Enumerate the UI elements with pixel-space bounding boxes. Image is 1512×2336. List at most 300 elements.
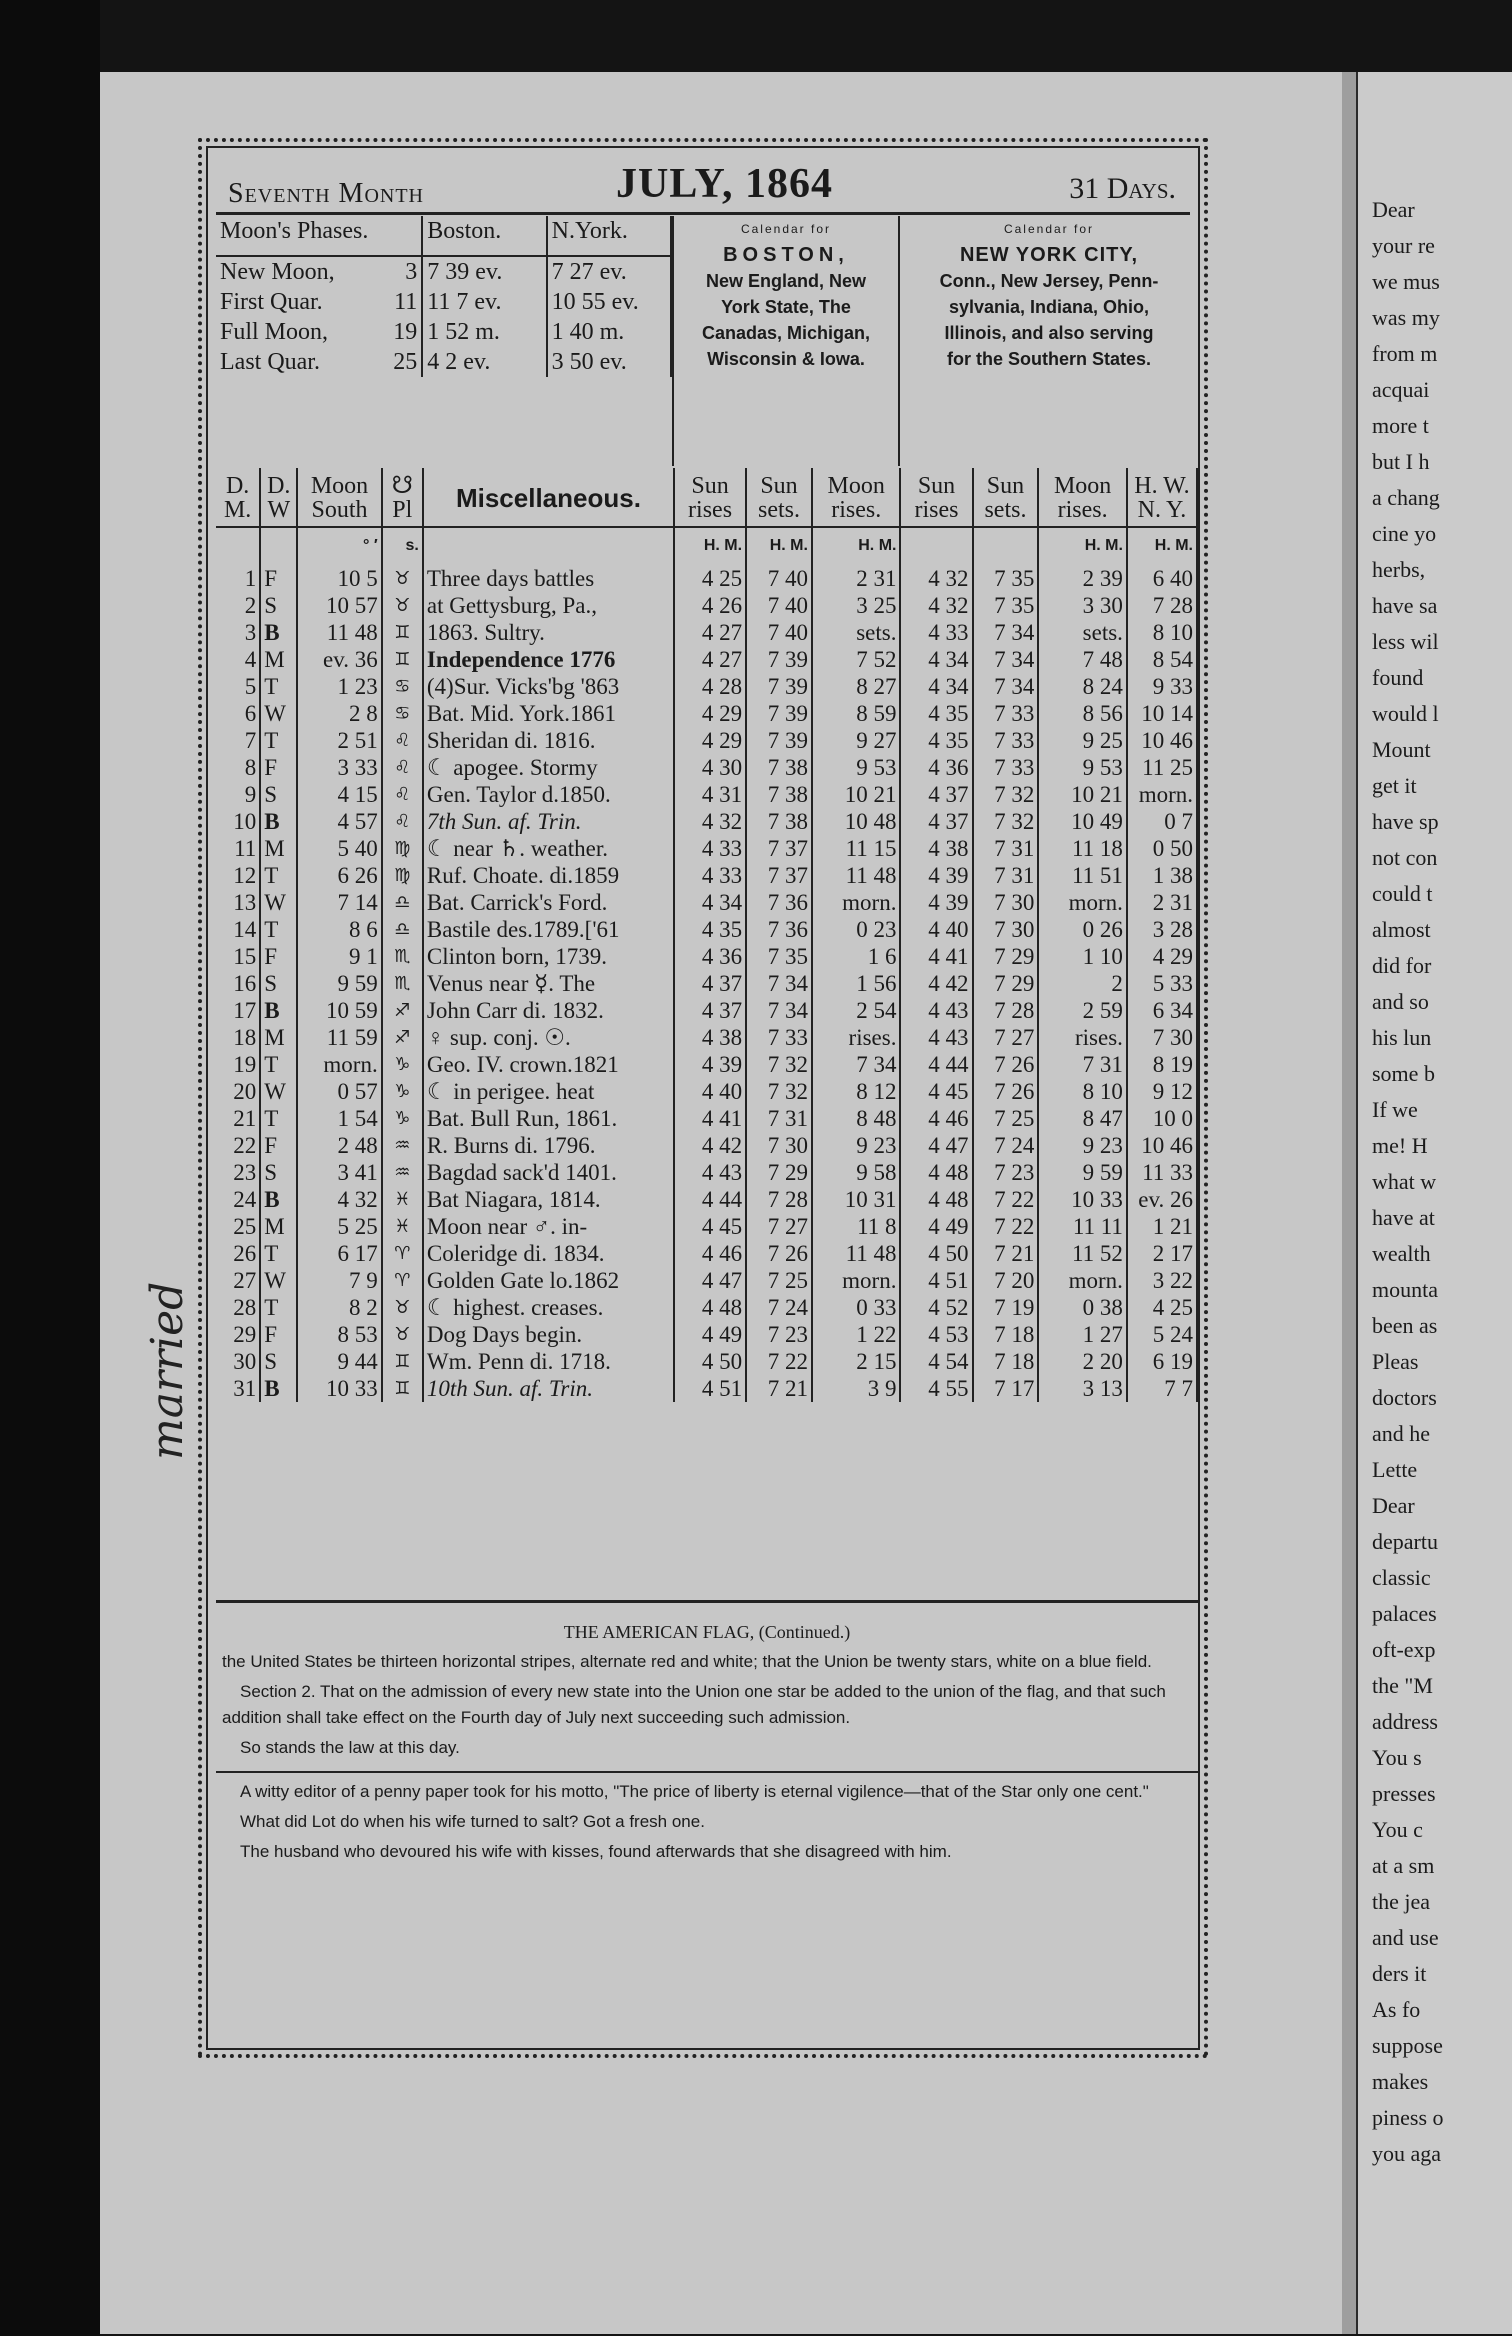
high-water: 8 10 (1127, 619, 1197, 646)
ny-sun-sets: 7 20 (973, 1267, 1039, 1294)
ny-sun-rises: 4 35 (900, 700, 972, 727)
zodiac-sign: ♏ (382, 970, 423, 997)
cal-city: BOSTON, (723, 244, 849, 266)
boston-sun-rises: 4 32 (674, 808, 746, 835)
moon-south: 4 15 (297, 781, 381, 808)
day-of-week: T (260, 1105, 297, 1132)
day-of-month: 28 (216, 1294, 260, 1321)
moon-south: 10 59 (297, 997, 381, 1024)
misc-note: 7th Sun. af. Trin. (423, 808, 674, 835)
phase-day: 19 (393, 319, 418, 345)
boston-moon-rises: 9 53 (812, 754, 901, 781)
facing-page-line: departu (1372, 1529, 1438, 1554)
boston-sun-rises: 4 37 (674, 970, 746, 997)
boston-sun-rises: 4 31 (674, 781, 746, 808)
article-paragraph: So stands the law at this day. (240, 1738, 460, 1757)
ny-sun-sets: 7 33 (973, 754, 1039, 781)
misc-note: ☾ apogee. Stormy (423, 754, 674, 781)
ny-sun-rises: 4 43 (900, 997, 972, 1024)
cal-line: Conn., New Jersey, Penn- (939, 271, 1159, 291)
misc-note: Venus near ☿. The (423, 970, 674, 997)
facing-page-line: me! H (1372, 1133, 1428, 1158)
boston-sun-rises: 4 33 (674, 862, 746, 889)
day-of-month: 21 (216, 1105, 260, 1132)
boston-sun-rises: 4 33 (674, 835, 746, 862)
phase-name (216, 256, 422, 287)
ny-sun-rises: 4 39 (900, 889, 972, 916)
ny-sun-rises: 4 37 (900, 808, 972, 835)
boston-sun-sets: 7 32 (746, 1051, 812, 1078)
day-of-month: 11 (216, 835, 260, 862)
boston-sun-rises: 4 29 (674, 700, 746, 727)
ny-sun-sets: 7 31 (973, 835, 1039, 862)
almanac-frame (198, 138, 1208, 2058)
american-flag-article (216, 1600, 1198, 1869)
column-header: D. W (260, 468, 297, 527)
phase-row (216, 317, 671, 347)
day-row (216, 561, 1197, 592)
day-of-week: S (260, 1159, 297, 1186)
day-of-week: T (260, 1051, 297, 1078)
boston-moon-rises: 11 48 (812, 1240, 901, 1267)
cal-line: Illinois, and also serving (944, 323, 1154, 343)
ny-sun-rises: 4 48 (900, 1159, 972, 1186)
high-water: 2 17 (1127, 1240, 1197, 1267)
moon-south: 9 1 (297, 943, 381, 970)
facing-page-line: did for (1372, 953, 1432, 978)
day-row (216, 727, 1197, 754)
facing-page-line: herbs, (1372, 557, 1426, 582)
boston-sun-sets: 7 38 (746, 808, 812, 835)
zodiac-sign: ♎ (382, 889, 423, 916)
moon-south: 9 44 (297, 1348, 381, 1375)
zodiac-sign: ♌ (382, 781, 423, 808)
facing-page-line: more t (1372, 413, 1429, 438)
unit-cell (423, 527, 674, 561)
day-of-month: 13 (216, 889, 260, 916)
ny-moon-rises: 9 23 (1038, 1132, 1127, 1159)
day-row (216, 943, 1197, 970)
ny-sun-sets: 7 17 (973, 1375, 1039, 1402)
ny-moon-rises: 1 10 (1038, 943, 1127, 970)
boston-sun-rises: 4 49 (674, 1321, 746, 1348)
day-of-week: M (260, 1024, 297, 1051)
boston-moon-rises: sets. (812, 619, 901, 646)
boston-moon-rises: 3 9 (812, 1375, 901, 1402)
moon-south: 11 48 (297, 619, 381, 646)
zodiac-sign: ♉ (382, 1294, 423, 1321)
day-of-month: 27 (216, 1267, 260, 1294)
boston-sun-sets: 7 26 (746, 1240, 812, 1267)
boston-moon-rises: 7 52 (812, 646, 901, 673)
article-paragraph: Section 2. That on the admission of every new state into the Union one star be added to the union of the flag, and that such addition shall take effect on the Fourth day of July next succeeding such admission. (222, 1682, 1166, 1727)
moon-south: 6 17 (297, 1240, 381, 1267)
boston-sun-sets: 7 39 (746, 700, 812, 727)
facing-page-line: Dear (1372, 1493, 1415, 1518)
cal-label: Calendar for (1003, 222, 1095, 236)
zodiac-sign: ♊ (382, 619, 423, 646)
misc-note: Sheridan di. 1816. (423, 727, 674, 754)
misc-note: at Gettysburg, Pa., (423, 592, 674, 619)
day-of-month: 7 (216, 727, 260, 754)
misc-note: John Carr di. 1832. (423, 997, 674, 1024)
boston-sun-sets: 7 37 (746, 835, 812, 862)
phase-time-boston: 7 39 ev. (422, 256, 546, 287)
ny-moon-rises: 2 39 (1038, 561, 1127, 592)
facing-page-line: Mount (1372, 737, 1431, 762)
high-water: 10 46 (1127, 1132, 1197, 1159)
boston-sun-sets: 7 30 (746, 1132, 812, 1159)
day-of-month: 1 (216, 561, 260, 592)
almanac-header (216, 156, 1190, 215)
column-header: Sun sets. (746, 468, 812, 527)
ny-moon-rises: 8 10 (1038, 1078, 1127, 1105)
facing-page-line: but I h (1372, 449, 1430, 474)
boston-sun-rises: 4 35 (674, 916, 746, 943)
column-header: Sun rises (674, 468, 746, 527)
day-of-week: F (260, 1132, 297, 1159)
high-water: 5 24 (1127, 1321, 1197, 1348)
day-of-week: B (260, 1186, 297, 1213)
boston-sun-rises: 4 41 (674, 1105, 746, 1132)
moon-south: 1 54 (297, 1105, 381, 1132)
ny-header: N.York. (547, 216, 671, 256)
ny-moon-rises: 10 21 (1038, 781, 1127, 808)
day-of-month: 10 (216, 808, 260, 835)
boston-moon-rises: 8 48 (812, 1105, 901, 1132)
day-of-week: S (260, 970, 297, 997)
ny-sun-rises: 4 42 (900, 970, 972, 997)
day-of-week: S (260, 592, 297, 619)
boston-moon-rises: 9 27 (812, 727, 901, 754)
facing-page-line: mounta (1372, 1277, 1438, 1302)
day-of-month: 29 (216, 1321, 260, 1348)
ny-sun-sets: 7 29 (973, 970, 1039, 997)
phase-label: Last Quar. (220, 349, 320, 375)
calendar-boston (676, 216, 896, 372)
moon-south: ev. 36 (297, 646, 381, 673)
zodiac-sign: ♍ (382, 835, 423, 862)
boston-sun-rises: 4 50 (674, 1348, 746, 1375)
boston-sun-rises: 4 42 (674, 1132, 746, 1159)
column-header: Sun rises (900, 468, 972, 527)
high-water: 10 46 (1127, 727, 1197, 754)
moon-south: 0 57 (297, 1078, 381, 1105)
boston-sun-sets: 7 29 (746, 1159, 812, 1186)
facing-page-line: you aga (1372, 2141, 1442, 2166)
day-of-week: T (260, 727, 297, 754)
day-row (216, 970, 1197, 997)
day-row (216, 1213, 1197, 1240)
phase-row (216, 287, 671, 317)
ny-moon-rises: 3 30 (1038, 592, 1127, 619)
day-of-week: B (260, 1375, 297, 1402)
ny-moon-rises: 11 52 (1038, 1240, 1127, 1267)
day-of-month: 17 (216, 997, 260, 1024)
phase-time-ny: 7 27 ev. (547, 256, 671, 287)
misc-note: Bagdad sack'd 1401. (423, 1159, 674, 1186)
unit-cell (216, 527, 260, 561)
facing-page-line: less wil (1372, 629, 1439, 654)
facing-page-line: oft-exp (1372, 1637, 1436, 1662)
ny-sun-sets: 7 35 (973, 561, 1039, 592)
high-water: 6 19 (1127, 1348, 1197, 1375)
boston-sun-rises: 4 47 (674, 1267, 746, 1294)
handwritten-married: married (142, 1281, 193, 1460)
zodiac-sign: ♋ (382, 700, 423, 727)
boston-sun-rises: 4 38 (674, 1024, 746, 1051)
joke-paragraph: A witty editor of a penny paper took for his motto, "The price of liberty is eternal vigilence—that of the Star only one cent." (240, 1782, 1149, 1801)
ny-sun-sets: 7 18 (973, 1348, 1039, 1375)
boston-sun-sets: 7 34 (746, 970, 812, 997)
divider (216, 1771, 1198, 1773)
day-of-month: 4 (216, 646, 260, 673)
unit-cell: H. M. (1038, 527, 1127, 561)
boston-moon-rises: 0 23 (812, 916, 901, 943)
ny-sun-sets: 7 19 (973, 1294, 1039, 1321)
day-row (216, 1348, 1197, 1375)
facing-page-line: at a sm (1372, 1853, 1435, 1878)
high-water: 9 33 (1127, 673, 1197, 700)
boston-sun-sets: 7 35 (746, 943, 812, 970)
zodiac-sign: ♋ (382, 673, 423, 700)
facing-page-line: and use (1372, 1925, 1439, 1950)
zodiac-sign: ♊ (382, 646, 423, 673)
boston-sun-sets: 7 22 (746, 1348, 812, 1375)
boston-sun-sets: 7 25 (746, 1267, 812, 1294)
boston-sun-rises: 4 27 (674, 619, 746, 646)
facing-page-line: some b (1372, 1061, 1435, 1086)
misc-note: Bat. Mid. York.1861 (423, 700, 674, 727)
facing-page-line: could t (1372, 881, 1433, 906)
facing-page-line: piness o (1372, 2105, 1444, 2130)
day-of-week: B (260, 808, 297, 835)
column-header: D. M. (216, 468, 260, 527)
boston-moon-rises: 11 48 (812, 862, 901, 889)
day-row (216, 1375, 1197, 1402)
ny-moon-rises: 2 (1038, 970, 1127, 997)
misc-note: Moon near ♂. in- (423, 1213, 674, 1240)
ny-moon-rises: 7 48 (1038, 646, 1127, 673)
boston-sun-sets: 7 39 (746, 727, 812, 754)
day-of-week: F (260, 561, 297, 592)
ny-moon-rises: 3 13 (1038, 1375, 1127, 1402)
unit-cell: H. M. (674, 527, 746, 561)
boston-moon-rises: 10 48 (812, 808, 901, 835)
day-of-week: F (260, 754, 297, 781)
unit-cell (260, 527, 297, 561)
misc-note: Coleridge di. 1834. (423, 1240, 674, 1267)
high-water: 8 19 (1127, 1051, 1197, 1078)
misc-note: Gen. Taylor d.1850. (423, 781, 674, 808)
ny-sun-rises: 4 38 (900, 835, 972, 862)
high-water: 0 50 (1127, 835, 1197, 862)
day-of-week: B (260, 619, 297, 646)
boston-sun-sets: 7 38 (746, 754, 812, 781)
moon-south: 1 23 (297, 673, 381, 700)
cal-line: Canadas, Michigan, (701, 323, 871, 343)
misc-note: Bat. Bull Run, 1861. (423, 1105, 674, 1132)
day-of-week: M (260, 835, 297, 862)
ny-moon-rises: 7 31 (1038, 1051, 1127, 1078)
day-of-week: S (260, 1348, 297, 1375)
facing-page-line: his lun (1372, 1025, 1432, 1050)
ny-moon-rises: 11 51 (1038, 862, 1127, 889)
facing-page-line: a chang (1372, 485, 1440, 510)
unit-cell: ° ′ (297, 527, 381, 561)
ny-sun-sets: 7 33 (973, 700, 1039, 727)
ny-sun-rises: 4 46 (900, 1105, 972, 1132)
zodiac-sign: ♉ (382, 592, 423, 619)
ny-sun-rises: 4 32 (900, 592, 972, 619)
calendar-new-york (904, 216, 1194, 372)
moon-south: 8 53 (297, 1321, 381, 1348)
ny-sun-rises: 4 34 (900, 646, 972, 673)
misc-note: ☾ highest. creases. (423, 1294, 674, 1321)
facing-page-line: If we (1372, 1097, 1418, 1122)
boston-moon-rises: morn. (812, 889, 901, 916)
phase-name (216, 317, 422, 347)
column-header: Moon rises. (1038, 468, 1127, 527)
ny-moon-rises: 8 47 (1038, 1105, 1127, 1132)
misc-note: Dog Days begin. (423, 1321, 674, 1348)
phase-name (216, 287, 422, 317)
boston-sun-sets: 7 23 (746, 1321, 812, 1348)
ny-sun-sets: 7 29 (973, 943, 1039, 970)
ny-moon-rises: 2 59 (1038, 997, 1127, 1024)
facing-page-line: have sp (1372, 809, 1439, 834)
boston-sun-rises: 4 39 (674, 1051, 746, 1078)
day-of-week: S (260, 781, 297, 808)
divider (898, 216, 900, 466)
facing-page-line: been as (1372, 1313, 1438, 1338)
misc-note: ♀ sup. conj. ☉. (423, 1024, 674, 1051)
misc-note: R. Burns di. 1796. (423, 1132, 674, 1159)
scan-border (0, 0, 100, 2336)
day-of-week: W (260, 1078, 297, 1105)
day-of-week: M (260, 1213, 297, 1240)
zodiac-sign: ♒ (382, 1159, 423, 1186)
boston-moon-rises: 8 12 (812, 1078, 901, 1105)
phase-day: 11 (394, 289, 418, 315)
day-of-month: 23 (216, 1159, 260, 1186)
boston-sun-rises: 4 40 (674, 1078, 746, 1105)
day-row (216, 700, 1197, 727)
day-of-month: 30 (216, 1348, 260, 1375)
zodiac-sign: ♌ (382, 727, 423, 754)
day-row (216, 1051, 1197, 1078)
day-row (216, 1078, 1197, 1105)
boston-sun-sets: 7 40 (746, 561, 812, 592)
boston-moon-rises: 8 27 (812, 673, 901, 700)
column-header: H. W. N. Y. (1127, 468, 1197, 527)
day-of-month: 19 (216, 1051, 260, 1078)
boston-sun-sets: 7 24 (746, 1294, 812, 1321)
boston-sun-sets: 7 33 (746, 1024, 812, 1051)
ny-moon-rises: 9 25 (1038, 727, 1127, 754)
day-row (216, 673, 1197, 700)
ny-moon-rises: 8 24 (1038, 673, 1127, 700)
moon-south: 7 14 (297, 889, 381, 916)
day-row (216, 1321, 1197, 1348)
high-water: 7 28 (1127, 592, 1197, 619)
boston-sun-rises: 4 46 (674, 1240, 746, 1267)
moon-phases-table (216, 216, 672, 377)
high-water: 8 54 (1127, 646, 1197, 673)
zodiac-sign: ♏ (382, 943, 423, 970)
ny-sun-sets: 7 31 (973, 862, 1039, 889)
facing-page-line: have sa (1372, 593, 1438, 618)
joke-paragraph: What did Lot do when his wife turned to salt? Got a fresh one. (240, 1812, 705, 1831)
facing-page-line: Dear (1372, 197, 1415, 222)
boston-moon-rises: 2 31 (812, 561, 901, 592)
day-of-week: T (260, 1294, 297, 1321)
day-of-week: M (260, 646, 297, 673)
page-gutter (1342, 72, 1356, 2334)
phase-time-boston: 11 7 ev. (422, 287, 546, 317)
misc-note: Ruf. Choate. di.1859 (423, 862, 674, 889)
ny-sun-sets: 7 23 (973, 1159, 1039, 1186)
moon-south: 10 57 (297, 592, 381, 619)
high-water: 6 34 (1127, 997, 1197, 1024)
ny-sun-rises: 4 35 (900, 727, 972, 754)
high-water: ev. 26 (1127, 1186, 1197, 1213)
boston-header: Boston. (422, 216, 546, 256)
day-of-month: 24 (216, 1186, 260, 1213)
misc-note: Bat. Carrick's Ford. (423, 889, 674, 916)
high-water: 1 21 (1127, 1213, 1197, 1240)
boston-moon-rises: morn. (812, 1267, 901, 1294)
month-title: JULY, 1864 (616, 161, 833, 207)
boston-sun-rises: 4 27 (674, 646, 746, 673)
ny-sun-rises: 4 39 (900, 862, 972, 889)
facing-page-line: palaces (1372, 1601, 1437, 1626)
facing-page-line: Pleas (1372, 1349, 1419, 1374)
zodiac-sign: ♊ (382, 1348, 423, 1375)
facing-page-line: As fo (1372, 1997, 1421, 2022)
day-of-month: 22 (216, 1132, 260, 1159)
ny-moon-rises: 2 20 (1038, 1348, 1127, 1375)
ny-sun-sets: 7 34 (973, 673, 1039, 700)
boston-sun-rises: 4 25 (674, 561, 746, 592)
ny-sun-sets: 7 24 (973, 1132, 1039, 1159)
facing-page-line: acquai (1372, 377, 1430, 402)
boston-sun-rises: 4 48 (674, 1294, 746, 1321)
ny-moon-rises: 1 27 (1038, 1321, 1127, 1348)
moon-south: 4 57 (297, 808, 381, 835)
unit-cell (900, 527, 972, 561)
ny-moon-rises: 9 59 (1038, 1159, 1127, 1186)
facing-page-line: wealth (1372, 1241, 1431, 1266)
moon-south: 2 48 (297, 1132, 381, 1159)
ny-sun-rises: 4 54 (900, 1348, 972, 1375)
misc-note: Bastile des.1789.['61 (423, 916, 674, 943)
day-row (216, 1294, 1197, 1321)
boston-moon-rises: 1 56 (812, 970, 901, 997)
day-of-month: 18 (216, 1024, 260, 1051)
zodiac-sign: ♍ (382, 862, 423, 889)
zodiac-sign: ♑ (382, 1051, 423, 1078)
ny-sun-rises: 4 50 (900, 1240, 972, 1267)
ny-sun-rises: 4 44 (900, 1051, 972, 1078)
misc-note: 1863. Sultry. (423, 619, 674, 646)
facing-page-line: from m (1372, 341, 1438, 366)
ny-sun-sets: 7 27 (973, 1024, 1039, 1051)
phase-day: 3 (405, 259, 418, 285)
day-row (216, 1132, 1197, 1159)
day-row (216, 619, 1197, 646)
boston-sun-sets: 7 39 (746, 646, 812, 673)
